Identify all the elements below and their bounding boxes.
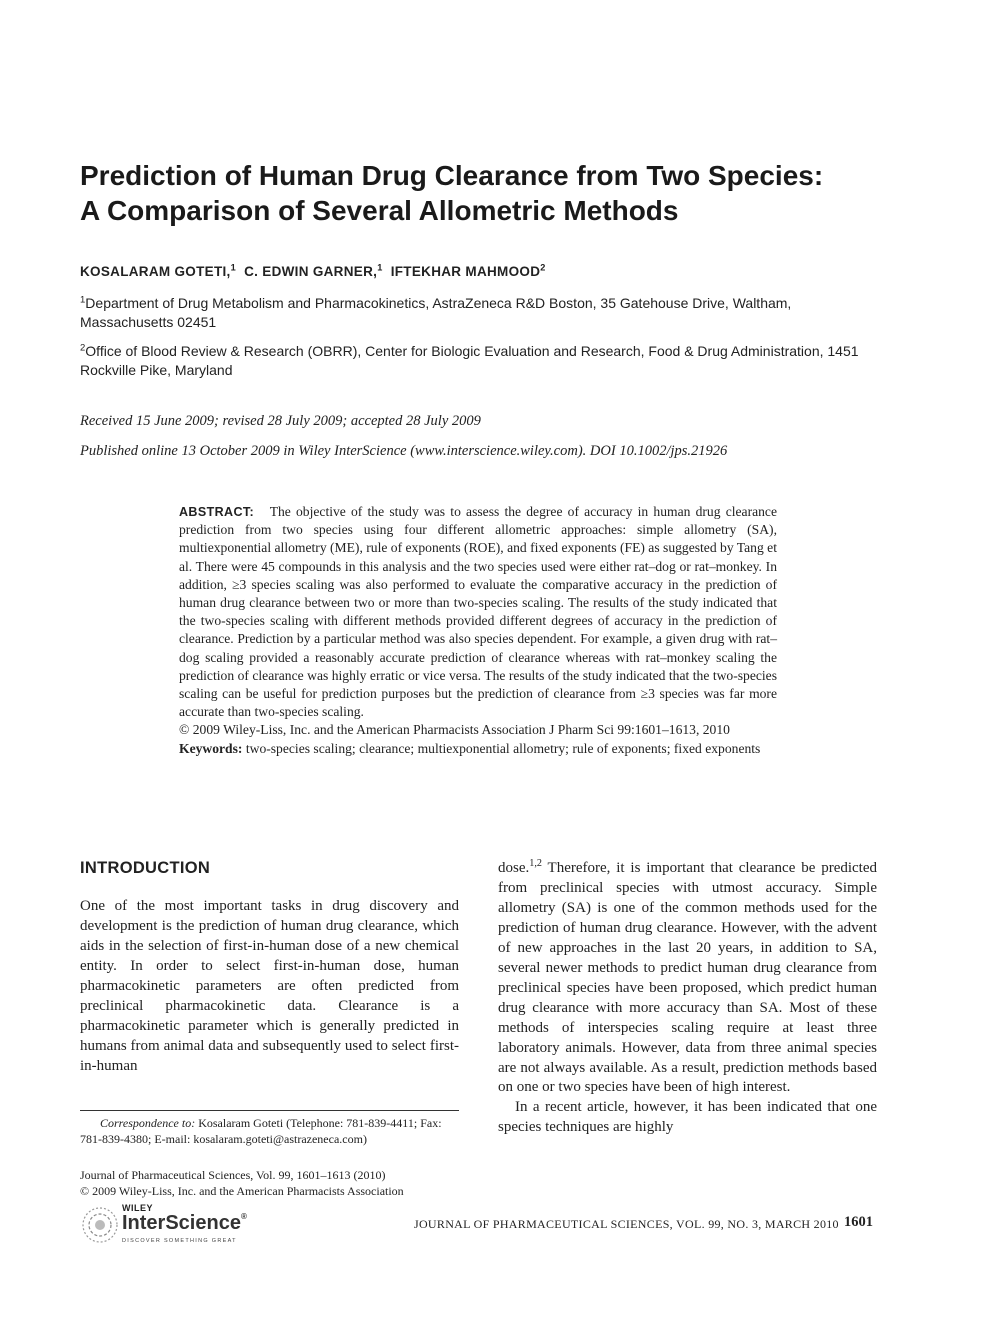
correspondence-label: Correspondence to: bbox=[100, 1116, 196, 1130]
keywords-text: two-species scaling; clearance; multiexponential allometry; rule of exponents; fixed exponents bbox=[245, 740, 761, 756]
logo-interscience bbox=[122, 1212, 247, 1235]
received-dates: Received 15 June 2009; revised 28 July 2009; accepted 28 July 2009 bbox=[80, 413, 481, 429]
intro-left-column bbox=[80, 897, 459, 1077]
wiley-interscience-logo bbox=[80, 1203, 270, 1249]
correspondence-text: Kosalaram Goteti (Telephone: 781-839-4411; Fax: 781-839-4380; E-mail: kosalaram.goteti@astrazeneca.com) bbox=[80, 1116, 442, 1146]
author-list bbox=[80, 264, 546, 279]
abstract-text: The objective of the study was to assess the degree of accuracy in human drug clearance prediction from two species using four different allometric approaches: simple allometry (SA), multiexponential allometry (ME), rule of exponents (ROE), and fixed exponents (FE) as suggested by Tang et al. There were 45 compounds in this analysis and the two species used were either rat–dog or rat–monkey. In addition, ≥3 species scaling was also performed to evaluate the comparative accuracy in the prediction of human drug clearance between two or more than two-species scaling. The results of the study indicated that the two-species scaling with different methods provided different degrees of accuracy in the prediction of clearance. Prediction by a particular method was also species dependent. For example, a given drug with rat–dog scaling provided a reasonably accurate prediction of clearance whereas with rat–monkey scaling the prediction of clearance was highly erratic or vice versa. The results of the study indicated that the two-species scaling can be useful for prediction purposes but the prediction of clearance from ≥3 species was far more accurate than two-species scaling. bbox=[179, 504, 777, 720]
affiliation bbox=[80, 294, 880, 332]
keywords-label: Keywords: bbox=[179, 740, 243, 756]
intro-paragraph bbox=[498, 859, 877, 1098]
title-line-2: A Comparison of Several Allometric Methods bbox=[80, 195, 679, 226]
abstract-copyright: © 2009 Wiley-Liss, Inc. and the American Pharmacists Association J Pharm Sci 99:1601–1613, 2010 bbox=[179, 722, 730, 738]
author-name: KOSALARAM GOTETI, bbox=[80, 264, 231, 279]
affiliation-text: Office of Blood Review & Research (OBRR), Center for Biologic Evaluation and Research, Food & Drug Administration, 1451 Rockville Pike, Maryland bbox=[80, 343, 859, 378]
title-line-1: Prediction of Human Drug Clearance from Two Species: bbox=[80, 160, 824, 191]
abstract bbox=[179, 503, 777, 758]
abstract-label: ABSTRACT: bbox=[179, 505, 255, 519]
author-affiliation-mark: 1 bbox=[377, 262, 383, 273]
page-number: 1601 bbox=[844, 1214, 873, 1230]
affiliation-text: Department of Drug Metabolism and Pharmacokinetics, AstraZeneca R&D Boston, 35 Gatehouse Drive, Waltham, Massachusetts 02451 bbox=[80, 295, 792, 330]
affiliation-mark: 1 bbox=[80, 294, 86, 306]
author-affiliation-mark: 2 bbox=[540, 262, 546, 273]
intro-paragraph-start: dose. bbox=[498, 860, 530, 876]
logo-interscience-text: InterScience bbox=[122, 1212, 241, 1234]
author-name: C. EDWIN GARNER, bbox=[244, 264, 378, 279]
running-head: JOURNAL OF PHARMACEUTICAL SCIENCES, VOL. 99, NO. 3, MARCH 2010 bbox=[414, 1217, 839, 1231]
intro-paragraph: In a recent article, however, it has been indicated that one species techniques are highly bbox=[498, 1099, 877, 1136]
author-affiliation-mark: 1 bbox=[230, 262, 237, 273]
correspondence-footnote bbox=[80, 1116, 459, 1148]
footnote-divider bbox=[80, 1110, 459, 1111]
publication-info: Published online 13 October 2009 in Wiley InterScience (www.interscience.wiley.com). DOI 10.1002/jps.21926 bbox=[80, 443, 728, 459]
registered-mark: ® bbox=[240, 1212, 247, 1221]
affiliation bbox=[80, 342, 880, 380]
footnote-copyright: © 2009 Wiley-Liss, Inc. and the American Pharmacists Association bbox=[80, 1183, 404, 1198]
intro-paragraph-rest: Therefore, it is important that clearance be predicted from preclinical species with utmost accuracy. Simple allometry (SA) is one of the common methods used for the prediction of human drug clearance. However, with the advent of new approaches in the last 20 years, in addition to SA, several newer methods to predict human drug clearance from preclinical species have been proposed, which predict human drug clearance with more accuracy than SA. Most of these methods of interspecies scaling require at least three laboratory animals. However, data from three animal species are not always available. As a result, prediction methods based on one or two species have been of high interest. bbox=[498, 860, 877, 1096]
intro-paragraph: One of the most important tasks in drug discovery and development is the prediction of human drug clearance, which aids in the selection of first-in-human dose of a new chemical entity. In order to select first-in-human dose, human pharmacokinetic parameters are often predicted from preclinical pharmacokinetic data. Clearance is a pharmacokinetic parameter which is generally predicted in humans from animal data and subsequently used to select first-in-human bbox=[80, 898, 459, 1074]
citation-ref[interactable]: 1,2 bbox=[529, 858, 542, 869]
article-title bbox=[80, 158, 900, 228]
intro-right-column bbox=[498, 859, 877, 1138]
journal-footnote bbox=[80, 1168, 459, 1200]
logo-wiley: WILEY bbox=[122, 1203, 153, 1213]
journal-citation: Journal of Pharmaceutical Sciences, Vol. 99, 1601–1613 (2010) bbox=[80, 1168, 386, 1182]
affiliation-mark: 2 bbox=[80, 342, 86, 354]
logo-tagline: DISCOVER SOMETHING GREAT bbox=[122, 1238, 237, 1244]
author-name: IFTEKHAR MAHMOOD bbox=[390, 264, 541, 279]
section-heading: INTRODUCTION bbox=[80, 859, 211, 877]
